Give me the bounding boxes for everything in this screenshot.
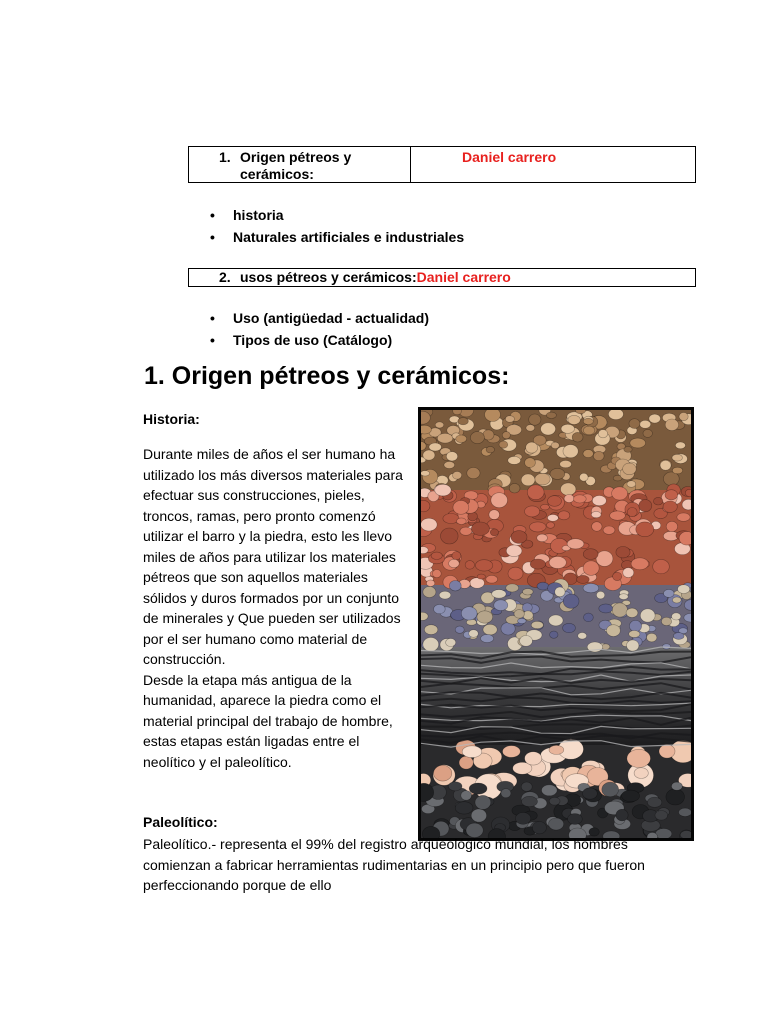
stone xyxy=(525,752,542,765)
stone-layers-photo xyxy=(418,407,694,841)
stone xyxy=(502,432,510,439)
stone xyxy=(672,597,681,603)
toc-bullets-2 xyxy=(210,309,429,353)
historia-title: Historia: xyxy=(143,411,200,427)
list-item: • Naturales artificiales e industriales xyxy=(210,228,464,250)
stone xyxy=(661,617,671,625)
stone xyxy=(506,545,522,557)
stone xyxy=(665,419,678,431)
stone xyxy=(583,583,599,592)
stone xyxy=(423,637,439,651)
stone xyxy=(629,631,640,638)
stone xyxy=(471,809,486,822)
stone xyxy=(475,795,491,809)
stone xyxy=(547,515,558,522)
stone xyxy=(564,494,574,502)
stone xyxy=(583,561,599,576)
stone xyxy=(630,438,646,448)
stone xyxy=(602,782,619,797)
stone xyxy=(580,473,589,481)
stone xyxy=(446,452,457,461)
stone xyxy=(521,782,532,791)
stone xyxy=(666,521,677,531)
stone xyxy=(627,508,637,517)
stone xyxy=(572,432,583,442)
stone xyxy=(453,501,469,515)
stone xyxy=(563,594,579,608)
stone xyxy=(567,539,584,549)
stone xyxy=(508,456,521,464)
stone xyxy=(529,414,541,425)
stone xyxy=(477,611,493,623)
stone xyxy=(465,561,474,570)
stone xyxy=(499,441,508,448)
stone xyxy=(612,603,627,617)
stone xyxy=(649,414,661,423)
stone xyxy=(506,584,519,592)
stone xyxy=(423,450,435,460)
stone xyxy=(568,415,580,424)
stone xyxy=(647,797,661,807)
stone xyxy=(639,500,652,512)
toc-row-1-number: 1. xyxy=(219,149,231,165)
stone xyxy=(449,581,461,591)
stone xyxy=(489,510,500,520)
stone xyxy=(549,615,563,626)
stone xyxy=(636,522,654,537)
stone xyxy=(456,435,467,443)
historia-paragraph-2: Desde la etapa más antigua de la humanidad, aparece la piedra como el material principal del trabajo de hombre, estas etapas están ligadas entre el neolítico y el paleolítico. xyxy=(143,671,393,770)
stone xyxy=(470,432,484,444)
stone xyxy=(503,746,521,758)
stone xyxy=(679,808,691,816)
stone xyxy=(522,796,538,806)
stone xyxy=(542,785,558,796)
stone xyxy=(526,442,538,453)
section-heading: 1. Origen pétreos y cerámicos: xyxy=(144,362,510,390)
stone xyxy=(666,789,685,805)
stone xyxy=(481,634,494,642)
toc-row-1-label-cell xyxy=(189,147,411,182)
stone xyxy=(458,418,468,425)
stone xyxy=(434,604,446,613)
stone xyxy=(462,746,482,758)
stone xyxy=(616,809,628,821)
toc-row-1 xyxy=(188,146,696,183)
stone xyxy=(501,789,511,798)
stone xyxy=(525,506,540,517)
stone xyxy=(467,468,480,479)
stone xyxy=(421,547,428,554)
stone xyxy=(535,473,550,485)
stone xyxy=(448,782,462,791)
stone xyxy=(599,604,613,613)
stone xyxy=(486,446,494,453)
stone xyxy=(475,560,492,571)
toc-row-2-author: Daniel carrero xyxy=(416,269,511,285)
stone xyxy=(568,814,583,825)
stone xyxy=(455,802,473,814)
stone xyxy=(596,551,613,567)
stone xyxy=(521,474,535,486)
stone xyxy=(660,460,671,470)
paleolitico-title: Paleolítico: xyxy=(143,814,218,830)
stone xyxy=(607,625,621,637)
stone xyxy=(647,633,657,642)
stone xyxy=(457,518,467,525)
stone xyxy=(490,529,498,536)
toc-row-1-label: Origen pétreos y cerámicos: xyxy=(240,149,352,182)
stone xyxy=(654,497,663,505)
stone xyxy=(520,636,533,647)
stone xyxy=(679,413,688,421)
stone xyxy=(461,791,472,801)
stone xyxy=(505,416,514,423)
historia-paragraph-1: Durante miles de años el ser humano ha utilizado los más diversos materiales para efectuar sus construcciones, pieles, troncos, ramas, pero pronto comenzó utilizar el barro y la piedra, esto les llevo miles de años para utilizar los materiales pétreos que son aquellos materiales sólidos y duros formados por un conjunto de minerales y Que pueden ser utilizados por el ser humano como material de construcción. xyxy=(143,446,403,667)
stone xyxy=(591,511,601,517)
stone xyxy=(477,574,485,579)
stone xyxy=(453,471,462,479)
list-item: • historia xyxy=(210,206,464,228)
stone xyxy=(563,623,576,632)
stone xyxy=(526,425,535,432)
stone xyxy=(547,522,555,528)
stone xyxy=(426,580,434,587)
stone xyxy=(549,557,566,569)
stone xyxy=(461,607,477,620)
stone xyxy=(494,600,508,611)
stone xyxy=(558,511,570,520)
stone xyxy=(671,782,682,790)
toc-row-2-number: 2. xyxy=(219,269,231,285)
stone xyxy=(449,559,460,567)
stone xyxy=(678,585,690,594)
stone xyxy=(483,624,497,635)
stone xyxy=(508,567,523,580)
stone xyxy=(446,639,456,647)
stone xyxy=(583,788,598,799)
stone xyxy=(548,496,562,507)
stone xyxy=(455,626,464,633)
stone xyxy=(429,443,441,451)
stone xyxy=(550,468,565,479)
toc-bullets-1 xyxy=(210,206,464,250)
stone xyxy=(592,522,602,532)
stone xyxy=(653,559,670,573)
toc-row-1-author-cell xyxy=(411,147,695,182)
stone xyxy=(672,454,682,461)
stone xyxy=(673,633,684,640)
stone xyxy=(682,499,691,510)
stone xyxy=(629,419,640,429)
stone xyxy=(525,458,536,468)
stone xyxy=(623,568,634,578)
stone xyxy=(685,489,691,496)
stone xyxy=(509,483,520,493)
stone xyxy=(612,487,628,500)
toc-row-1-author: Daniel carrero xyxy=(462,149,557,165)
historia-body xyxy=(143,444,413,772)
stone xyxy=(453,410,462,415)
stone xyxy=(551,442,559,449)
stone xyxy=(421,425,431,434)
stone xyxy=(624,447,632,453)
stone xyxy=(491,493,508,508)
toc-row-2-text xyxy=(240,269,511,286)
stone xyxy=(583,450,593,458)
stone xyxy=(664,589,675,597)
stone xyxy=(631,558,648,570)
stone xyxy=(541,504,550,510)
stone xyxy=(627,481,636,488)
stone xyxy=(659,745,675,759)
stone xyxy=(598,430,607,438)
stone xyxy=(634,768,648,779)
stone xyxy=(523,589,534,595)
stone xyxy=(584,613,594,622)
stone xyxy=(627,749,651,767)
stone xyxy=(613,572,622,580)
stone xyxy=(573,495,586,503)
stone xyxy=(640,420,651,428)
stone xyxy=(627,640,639,651)
toc-row-2 xyxy=(188,268,696,287)
stone xyxy=(592,496,606,506)
stone xyxy=(527,485,544,500)
stone xyxy=(619,594,628,600)
stone xyxy=(622,790,640,802)
stone xyxy=(655,811,668,821)
stone xyxy=(616,547,630,558)
stone xyxy=(485,410,501,422)
stone xyxy=(469,783,487,794)
stone xyxy=(643,429,652,437)
stone xyxy=(434,765,452,781)
stone xyxy=(665,490,678,500)
stone xyxy=(431,552,442,559)
stone xyxy=(560,460,572,467)
list-item: • Uso (antigüedad - actualidad) xyxy=(210,309,429,331)
stone xyxy=(555,587,565,597)
stone xyxy=(610,511,626,520)
stone xyxy=(435,484,451,496)
stone xyxy=(424,625,437,635)
stone xyxy=(626,608,638,617)
stone xyxy=(593,451,604,460)
stone xyxy=(623,463,637,475)
stone xyxy=(577,575,590,583)
stone xyxy=(672,613,681,620)
stone xyxy=(546,412,556,418)
stone xyxy=(541,423,556,435)
toc-row-2-label: usos pétreos y cerámicos: xyxy=(240,269,417,285)
stone xyxy=(677,513,690,521)
stone-layers-graphic xyxy=(421,410,691,838)
stone xyxy=(471,522,489,535)
stone xyxy=(459,756,473,769)
stone xyxy=(563,445,578,458)
stone xyxy=(486,575,498,583)
stone xyxy=(469,630,479,638)
stone xyxy=(578,633,587,640)
stone xyxy=(518,618,527,623)
stone xyxy=(423,587,436,598)
stone xyxy=(435,422,444,428)
stone xyxy=(441,528,459,544)
stone xyxy=(583,418,593,424)
stone xyxy=(549,745,564,754)
stone xyxy=(460,527,472,535)
stone xyxy=(583,426,594,435)
stone xyxy=(672,467,682,474)
stone xyxy=(537,534,548,542)
stone xyxy=(663,501,677,512)
list-item: • Tipos de uso (Catálogo) xyxy=(210,331,429,353)
stone xyxy=(608,410,623,420)
stone xyxy=(549,818,564,830)
stone xyxy=(421,471,430,476)
stone xyxy=(662,644,670,649)
stone xyxy=(530,559,545,569)
stone xyxy=(432,570,441,578)
stone xyxy=(629,620,641,631)
stone xyxy=(514,610,524,619)
stone xyxy=(596,591,604,599)
stone xyxy=(532,822,546,834)
stone xyxy=(640,609,655,622)
stone xyxy=(561,424,574,433)
stone xyxy=(583,549,598,560)
stone xyxy=(492,590,506,599)
stone xyxy=(421,518,437,531)
stone xyxy=(530,522,547,532)
stone xyxy=(439,591,451,599)
stone xyxy=(603,526,615,534)
stone xyxy=(515,813,530,825)
paleolitico-paragraph: Paleolítico.- representa el 99% del registro arqueológico mundial, los hombres comienzan a fabricar herramientas rudimentarias en un principio pero que fueron perfeccionando porque de ello xyxy=(143,836,645,893)
stone xyxy=(444,462,455,469)
stone xyxy=(675,442,685,449)
stone xyxy=(452,552,461,560)
stone xyxy=(537,582,549,590)
stone xyxy=(511,531,527,544)
stone xyxy=(531,621,543,628)
stone xyxy=(550,631,558,638)
stone xyxy=(549,797,560,805)
